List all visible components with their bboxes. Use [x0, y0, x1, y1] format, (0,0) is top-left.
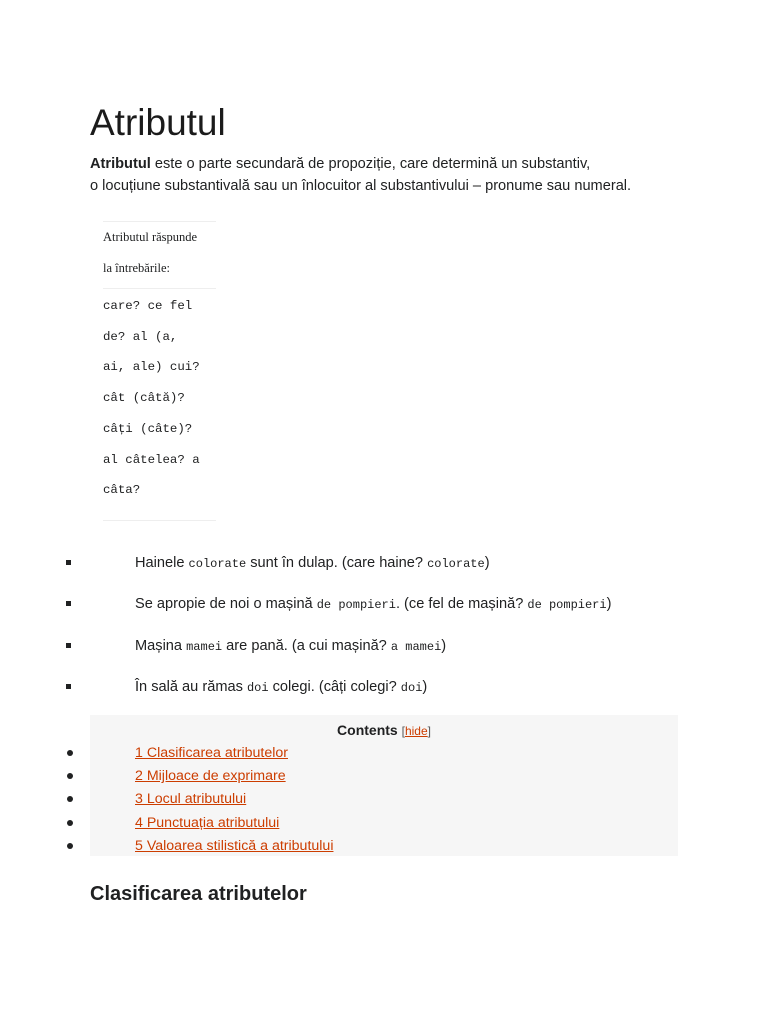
bullet-dot-icon	[67, 820, 73, 826]
toc-title: Contents [hide]	[337, 722, 431, 738]
toc-link-valoarea[interactable]: 5 Valoarea stilistică a atributului	[135, 837, 334, 854]
example-item	[66, 634, 706, 675]
example-item	[66, 551, 706, 592]
intro-text-2: o locuțiune substantivală sau un înlocuitor al substantivului – pronume sau numeral.	[90, 178, 632, 194]
question-line: de? al (a,	[103, 329, 178, 344]
bullet-dot-icon	[67, 843, 73, 849]
example-text: Se apropie de noi o mașină de pompieri. (ce fel de mașină? de pompieri)	[135, 596, 612, 613]
square-bullet-icon	[66, 560, 71, 565]
toc-link-locul[interactable]: 3 Locul atributului	[135, 791, 247, 808]
bullet-dot-icon	[67, 773, 73, 779]
infobox-heading	[103, 222, 216, 289]
infobox-heading-line: Atributul răspunde	[103, 230, 198, 244]
example-item	[66, 592, 706, 633]
question-line: ai, ale) cui?	[103, 360, 200, 375]
intro-paragraph	[90, 153, 730, 197]
square-bullet-icon	[66, 684, 71, 689]
example-word: colorate	[188, 557, 247, 571]
question-line: câta?	[103, 483, 141, 498]
example-answer: de pompieri	[527, 598, 607, 613]
toc-link-punctuatia[interactable]: 4 Punctuația atributului	[135, 814, 280, 831]
example-answer: a mamei	[390, 639, 442, 654]
example-word: mamei	[186, 639, 223, 654]
bullet-dot-icon	[67, 750, 73, 756]
table-of-contents	[90, 715, 678, 856]
example-word: doi	[246, 680, 269, 695]
example-text: În sală au rămas doi colegi. (câți colegi? doi)	[135, 678, 428, 695]
example-text: Mașina mamei are pană. (a cui mașină? a mamei)	[135, 637, 447, 654]
example-answer: doi	[400, 680, 423, 695]
example-item	[66, 675, 706, 716]
intro-term: Atributul	[90, 156, 151, 172]
section-heading: Clasificarea atributelor	[90, 883, 307, 905]
example-answer: colorate	[427, 557, 485, 571]
question-infobox	[103, 221, 216, 521]
question-line: al câtelea? a	[103, 452, 200, 467]
page-title: Atributul	[90, 102, 226, 143]
question-line: câți (câte)?	[103, 421, 193, 436]
intro-text-1: este o parte secundară de propoziție, care determină un substantiv,	[150, 156, 591, 172]
example-text: Hainele colorate sunt în dulap. (care haine? colorate)	[135, 555, 490, 571]
infobox-heading-line: la întrebările:	[103, 261, 170, 275]
square-bullet-icon	[66, 643, 71, 648]
bullet-dot-icon	[67, 796, 73, 802]
toc-heading: Contents	[337, 722, 398, 738]
example-word: de pompieri	[316, 598, 396, 613]
toc-hide-link[interactable]: hide	[404, 724, 428, 738]
infobox-questions	[103, 289, 216, 521]
toc-link-clasificarea[interactable]: 1 Clasificarea atributelor	[135, 745, 288, 761]
toc-link-mijloace[interactable]: 2 Mijloace de exprimare	[135, 768, 286, 785]
examples-list	[66, 551, 706, 716]
question-line: care? ce fel	[103, 299, 193, 313]
question-line: cât (câtă)?	[103, 391, 185, 406]
square-bullet-icon	[66, 601, 71, 606]
